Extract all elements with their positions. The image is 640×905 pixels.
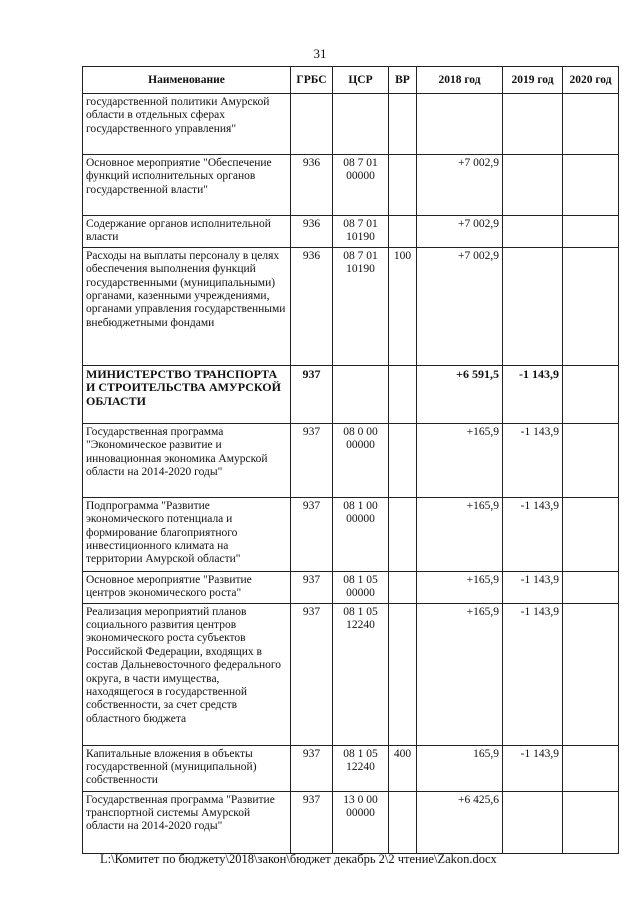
row-2018: +6 425,6: [417, 791, 503, 853]
row-csr: 08 1 05 00000: [333, 571, 389, 603]
row-2019: [503, 216, 563, 248]
row-vr: [389, 791, 417, 853]
table-row: [83, 94, 619, 155]
row-name: Государственная программа "Экономическое развитие и инновационная экономика Амурской области на 2014-2020 годы": [83, 423, 291, 497]
row-csr: 13 0 00 00000: [333, 791, 389, 853]
row-2019: [503, 94, 563, 155]
header-vr: ВР: [389, 67, 417, 94]
row-2019: [503, 155, 563, 216]
header-name: Наименование: [83, 67, 291, 94]
row-grbs: 937: [291, 365, 333, 423]
row-2018: +165,9: [417, 497, 503, 571]
row-csr: 08 7 01 00000: [333, 155, 389, 216]
table-row: [83, 497, 619, 571]
row-2019: -1 143,9: [503, 745, 563, 791]
row-csr: [333, 365, 389, 423]
header-grbs: ГРБС: [291, 67, 333, 94]
row-name: Содержание органов исполнительной власти: [83, 216, 291, 248]
row-2020: [563, 423, 619, 497]
table-row: [83, 745, 619, 791]
header-2018: 2018 год: [417, 67, 503, 94]
row-name: государственной политики Амурской области в отдельных сферах государственного управления": [83, 94, 291, 155]
row-name: Реализация мероприятий планов социального развития центров экономического роста субъектов Российской Федерации, входящих в состав Дальневосточного федерального округа, в части имущества, находящегося в государственной собственности, за счет средств областного бюджета: [83, 603, 291, 745]
row-2019: -1 143,9: [503, 571, 563, 603]
row-2020: [563, 791, 619, 853]
row-vr: 100: [389, 247, 417, 365]
row-vr: [389, 94, 417, 155]
row-2019: -1 143,9: [503, 497, 563, 571]
row-vr: [389, 365, 417, 423]
page-number: 31: [313, 46, 327, 61]
row-grbs: 937: [291, 423, 333, 497]
table-row: [83, 791, 619, 853]
row-vr: [389, 423, 417, 497]
row-csr: 08 1 05 12240: [333, 745, 389, 791]
row-vr: [389, 155, 417, 216]
row-2018: +165,9: [417, 423, 503, 497]
row-2020: [563, 155, 619, 216]
header-2019: 2019 год: [503, 67, 563, 94]
row-name: МИНИСТЕРСТВО ТРАНСПОРТА И СТРОИТЕЛЬСТВА АМУРСКОЙ ОБЛАСТИ: [83, 365, 291, 423]
row-csr: 08 0 00 00000: [333, 423, 389, 497]
row-2018: [417, 94, 503, 155]
row-2020: [563, 365, 619, 423]
row-2020: [563, 603, 619, 745]
row-2018: 165,9: [417, 745, 503, 791]
row-2019: [503, 247, 563, 365]
row-grbs: 937: [291, 603, 333, 745]
row-2018: +7 002,9: [417, 216, 503, 248]
row-2019: -1 143,9: [503, 423, 563, 497]
table-row: [83, 365, 619, 423]
footer-file-path: L:\Комитет по бюджету\2018\закон\бюджет декабрь 2\2 чтение\Zakon.docx: [100, 852, 497, 866]
row-2019: [503, 791, 563, 853]
row-name: Государственная программа "Развитие транспортной системы Амурской области на 2014-2020 годы": [83, 791, 291, 853]
row-grbs: 937: [291, 791, 333, 853]
row-csr: 08 7 01 10190: [333, 247, 389, 365]
row-2020: [563, 94, 619, 155]
row-2018: +7 002,9: [417, 155, 503, 216]
row-2019: -1 143,9: [503, 365, 563, 423]
table-row: [83, 155, 619, 216]
table-row: [83, 423, 619, 497]
row-grbs: 936: [291, 155, 333, 216]
table-header-row: [83, 67, 619, 94]
budget-table: [82, 66, 619, 854]
row-vr: [389, 216, 417, 248]
row-2020: [563, 216, 619, 248]
row-csr: [333, 94, 389, 155]
row-grbs: 937: [291, 497, 333, 571]
row-2019: -1 143,9: [503, 603, 563, 745]
row-2018: +165,9: [417, 603, 503, 745]
row-2020: [563, 571, 619, 603]
header-2020: 2020 год: [563, 67, 619, 94]
row-vr: [389, 603, 417, 745]
row-grbs: 937: [291, 745, 333, 791]
row-2020: [563, 745, 619, 791]
row-csr: 08 7 01 10190: [333, 216, 389, 248]
header-csr: ЦСР: [333, 67, 389, 94]
row-grbs: [291, 94, 333, 155]
row-vr: 400: [389, 745, 417, 791]
row-2018: +7 002,9: [417, 247, 503, 365]
row-name: Основное мероприятие "Развитие центров экономического роста": [83, 571, 291, 603]
table-row: [83, 216, 619, 248]
table-row: [83, 603, 619, 745]
row-2018: +165,9: [417, 571, 503, 603]
row-2018: +6 591,5: [417, 365, 503, 423]
row-csr: 08 1 05 12240: [333, 603, 389, 745]
row-csr: 08 1 00 00000: [333, 497, 389, 571]
row-grbs: 936: [291, 247, 333, 365]
row-name: Капитальные вложения в объекты государственной (муниципальной) собственности: [83, 745, 291, 791]
row-2020: [563, 247, 619, 365]
row-name: Подпрограмма "Развитие экономического потенциала и формирование благоприятного инвестиционного климата на территории Амурской области": [83, 497, 291, 571]
row-grbs: 936: [291, 216, 333, 248]
row-vr: [389, 497, 417, 571]
row-grbs: 937: [291, 571, 333, 603]
row-name: Расходы на выплаты персоналу в целях обеспечения выполнения функций государственными (муниципальными) органами, казенными учреждениями, органами управления государственными внебюджетными фондами: [83, 247, 291, 365]
row-vr: [389, 571, 417, 603]
table-row: [83, 571, 619, 603]
table-row: [83, 247, 619, 365]
row-2020: [563, 497, 619, 571]
row-name: Основное мероприятие "Обеспечение функций исполнительных органов государственной власти": [83, 155, 291, 216]
